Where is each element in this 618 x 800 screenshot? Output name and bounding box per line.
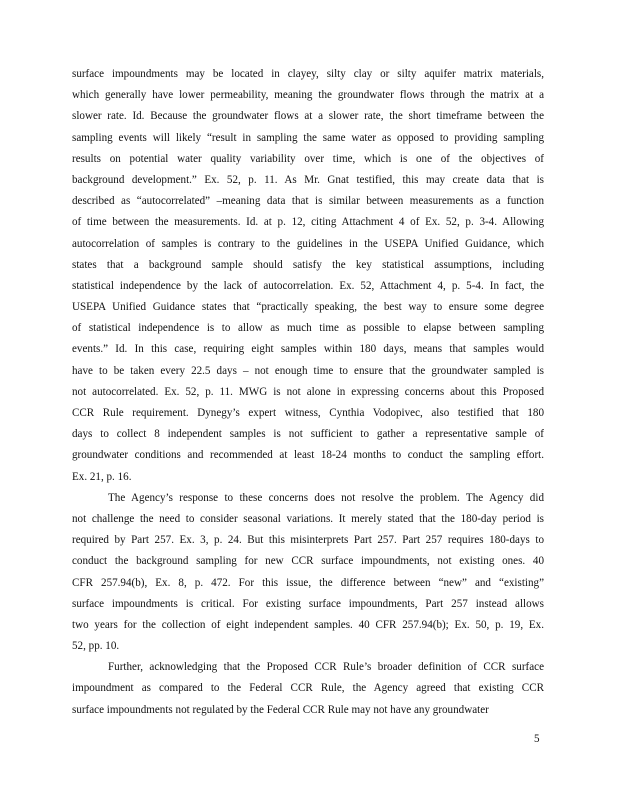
page-number: 5 [534, 733, 540, 745]
text-line: states that a background sample should satisfy the key statistical assumptions, including [72, 258, 544, 271]
text-line: two years for the collection of eight independent samples. 40 CFR 257.94(b); Ex. 50, p. 19, Ex. [72, 618, 544, 631]
text-line: conduct the background sampling for new CCR surface impoundments, not existing ones. 40 [72, 555, 544, 568]
text-line: slower rate. Id. Because the groundwater flows at a slower rate, the short timeframe between the [72, 110, 544, 123]
text-line: have to be taken every 22.5 days – not enough time to ensure that the groundwater sampled is [72, 364, 544, 377]
text-line: groundwater conditions and recommended at least 18-24 months to conduct the sampling effort. [72, 449, 544, 462]
paragraph [72, 488, 544, 658]
text-line: required by Part 257. Ex. 3, p. 24. But this misinterprets Part 257. Part 257 requires 180-days to [72, 534, 544, 547]
text-line: sampling events will likely “result in sampling the same water as opposed to providing sampling [72, 131, 544, 144]
text-line: surface impoundments is critical. For existing surface impoundments, Part 257 instead allows [72, 597, 544, 610]
text-line: of time between the measurements. Id. at p. 12, citing Attachment 4 of Ex. 52, p. 3-4. Allowing [72, 216, 544, 229]
text-line: which generally have lower permeability, meaning the groundwater flows through the matrix at a [72, 89, 544, 102]
text-line: The Agency’s response to these concerns does not resolve the problem. The Agency did [108, 491, 544, 504]
text-line: background development.” Ex. 52, p. 11. As Mr. Gnat testified, this may create data that is [72, 173, 544, 186]
paragraph [72, 64, 544, 488]
text-line: events.” Id. In this case, requiring eight samples within 180 days, means that samples would [72, 343, 544, 356]
text-line: statistical independence by the lack of autocorrelation. Ex. 52, Attachment 4, p. 5-4. In fact, the [72, 279, 544, 292]
text-line: USEPA Unified Guidance states that “practically speaking, the best way to ensure some degree [72, 301, 544, 314]
body-text [72, 64, 544, 721]
text-line: results on potential water quality variability over time, which is one of the objectives of [72, 152, 544, 165]
text-line: Further, acknowledging that the Proposed CCR Rule’s broader definition of CCR surface [108, 661, 544, 674]
text-line: not autocorrelated. Ex. 52, p. 11. MWG is not alone in expressing concerns about this Proposed [72, 385, 544, 398]
text-line: autocorrelation of samples is contrary to the guidelines in the USEPA Unified Guidance, which [72, 237, 544, 250]
paragraph [72, 657, 544, 721]
text-line: of statistical independence is to allow as much time as possible to elapse between sampling [72, 322, 544, 335]
text-line: surface impoundments not regulated by the Federal CCR Rule may not have any groundwater [72, 703, 489, 716]
text-line: CCR Rule requirement. Dynegy’s expert witness, Cynthia Vodopivec, also testified that 180 [72, 407, 544, 419]
text-line: 52, pp. 10. [72, 640, 120, 653]
text-line: not challenge the need to consider seasonal variations. It merely stated that the 180-day period is [72, 512, 544, 525]
text-line: surface impoundments may be located in clayey, silty clay or silty aquifer matrix materials, [72, 68, 544, 80]
text-line: Ex. 21, p. 16. [72, 470, 132, 483]
text-line: impoundment as compared to the Federal CCR Rule, the Agency agreed that existing CCR [72, 682, 544, 695]
text-line: days to collect 8 independent samples is not sufficient to gather a representative sample of [72, 428, 544, 441]
text-line: CFR 257.94(b), Ex. 8, p. 472. For this issue, the difference between “new” and “existing” [72, 576, 544, 589]
text-line: described as “autocorrelated” –meaning data that is similar between measurements as a function [72, 195, 544, 208]
